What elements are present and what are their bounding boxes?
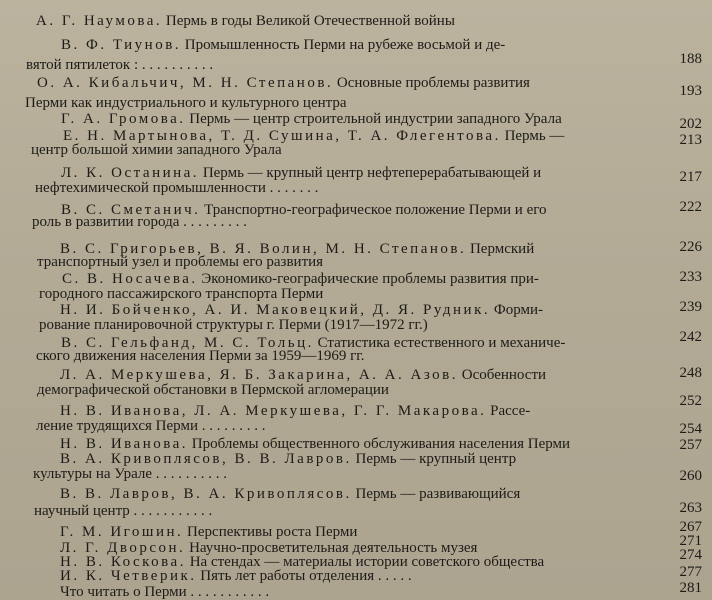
toc-page-number: 213 <box>679 132 702 148</box>
toc-title: Пермь — <box>500 128 565 144</box>
toc-author: В. С. Григорьев, В. Я. Волин, М. Н. Степанов. <box>60 241 467 257</box>
toc-page-number: 277 <box>679 564 702 580</box>
toc-title: Пермский <box>466 241 535 257</box>
toc-page-number: 233 <box>679 269 702 285</box>
toc-title: нефтехимической промышленности . . . . . . . <box>35 180 319 196</box>
toc-page-number: 274 <box>679 547 702 563</box>
toc-page-number: 248 <box>679 365 702 381</box>
toc-author: В. В. Лавров, В. А. Кривоплясов. <box>60 486 352 502</box>
toc-title: Промышленность Перми на рубеже восьмой и де- <box>181 37 506 53</box>
toc-line <box>60 487 520 502</box>
toc-author: Л. Г. Дворсон. <box>60 540 186 556</box>
toc-line <box>60 569 412 584</box>
toc-title: культуры на Урале . . . . . . . . . . <box>33 466 228 482</box>
toc-line <box>36 14 455 29</box>
toc-page-number: 281 <box>679 580 702 596</box>
toc-page-number: 193 <box>679 83 702 99</box>
toc-line <box>33 467 227 482</box>
toc-page-number: 263 <box>679 500 702 516</box>
toc-title: транспортный узел и проблемы его развития <box>37 254 324 270</box>
toc-author: Н. В. Иванова, Л. А. Меркушева, Г. Г. Макарова. <box>60 403 487 419</box>
toc-line <box>62 272 539 287</box>
toc-author: В. А. Кривоплясов, В. В. Лавров. <box>60 451 352 467</box>
toc-title: Особенности <box>458 367 547 383</box>
toc-page-number: 242 <box>679 329 702 345</box>
toc-author: С. В. Носачева. <box>62 271 198 287</box>
toc-title: Транспортно-географическое положение Перми и его <box>200 202 547 218</box>
toc-line <box>35 181 318 196</box>
toc-title: Проблемы общественного обслуживания населения Перми <box>188 436 571 452</box>
toc-title: Перми как индустриального и культурного центра <box>25 95 347 111</box>
toc-page-number: 267 <box>679 519 702 535</box>
toc-title: Научно-просветительная деятельность музея <box>185 540 478 556</box>
toc-author: И. К. Четверик. <box>60 568 197 584</box>
toc-line <box>37 76 530 91</box>
toc-line <box>61 38 505 53</box>
toc-author: Н. В. Иванова. <box>60 436 189 452</box>
toc-title: Перспективы роста Перми <box>183 524 358 540</box>
toc-author: В. С. Сметанич. <box>61 202 201 218</box>
toc-author: Е. Н. Мартынова, Т. Д. Сушина, Т. А. Флегентова. <box>63 128 501 144</box>
toc-page-number: 239 <box>679 299 702 315</box>
toc-title: Пять лет работы отделения . . . . . <box>196 568 412 584</box>
toc-author: В. Ф. Тиунов. <box>61 37 182 53</box>
toc-title: Пермь в годы Великой Отечественной войны <box>162 13 455 29</box>
toc-title: вятой пятилеток : . . . . . . . . . . <box>26 57 214 73</box>
toc-title: демографической обстановки в Пермской агломерации <box>37 382 389 398</box>
toc-author: Л. К. Останина. <box>61 165 200 181</box>
toc-line <box>61 166 541 181</box>
toc-title: Пермь — развивающийся <box>351 486 521 502</box>
toc-page-number: 226 <box>679 239 702 255</box>
toc-line <box>32 215 247 230</box>
toc-title: центр большой химии западного Урала <box>31 142 282 158</box>
toc-author: О. А. Кибальчич, М. Н. Степанов. <box>37 75 334 91</box>
toc-author: Г. М. Игошин. <box>60 524 184 540</box>
toc-page-number: 260 <box>679 468 702 484</box>
toc-title: Форми- <box>490 302 544 318</box>
toc-title: Статистика естественного и механиче- <box>313 335 566 351</box>
toc-page-number: 202 <box>679 116 702 132</box>
toc-author: Г. А. Громова. <box>61 111 186 127</box>
toc-title: Пермь — крупный центр <box>351 451 517 467</box>
toc-line <box>31 143 282 158</box>
toc-line <box>60 437 570 452</box>
toc-line <box>60 525 357 540</box>
toc-page-number: 188 <box>679 51 702 67</box>
toc-author: А. Г. Наумова. <box>36 13 163 29</box>
toc-line <box>36 349 365 364</box>
toc-page-number: 217 <box>679 169 702 185</box>
toc-title: На стендах — материалы истории советского общества <box>185 554 545 570</box>
toc-title: Пермь — центр строительной индустрии западного Урала <box>185 111 562 127</box>
toc-title: Рассе- <box>486 403 531 419</box>
toc-line <box>37 383 389 398</box>
toc-author: Л. А. Меркушева, Я. Б. Закарина, А. А. Азов. <box>60 367 459 383</box>
toc-title: Основные проблемы развития <box>333 75 530 91</box>
toc-line <box>60 585 269 600</box>
toc-line <box>60 404 530 419</box>
toc-title: Пермь — крупный центр нефтеперерабатывающей и <box>199 165 542 181</box>
toc-line <box>60 368 546 383</box>
toc-title: ление трудящихся Перми . . . . . . . . . <box>36 418 266 434</box>
toc-title: роль в развитии города . . . . . . . . . <box>32 214 247 230</box>
toc-line <box>39 287 323 302</box>
toc-title: ского движения населения Перми за 1959—1969 гг. <box>36 348 365 364</box>
toc-page-number: 257 <box>679 437 702 453</box>
toc-line <box>61 112 562 127</box>
toc-line <box>39 318 428 333</box>
toc-author: В. С. Гельфанд, М. С. Тольц. <box>61 335 314 351</box>
toc-title: Экономико-географические проблемы развития при- <box>197 271 539 287</box>
toc-page-number: 222 <box>679 199 702 215</box>
toc-title: рование планировочной структуры г. Перми (1917—1972 гг.) <box>39 317 428 333</box>
toc-author: Н. В. Коскова. <box>60 554 186 570</box>
toc-author: Н. И. Бойченко, А. И. Маковецкий, Д. Я. Рудник. <box>60 302 491 318</box>
toc-line <box>25 96 347 111</box>
toc-page-number: 254 <box>679 421 702 437</box>
toc-title: научный центр . . . . . . . . . . . <box>34 503 213 519</box>
toc-line <box>26 58 213 73</box>
toc-title: Что читать о Перми . . . . . . . . . . . <box>60 584 270 600</box>
toc-line <box>36 419 265 434</box>
toc-title: городного пассажирского транспорта Перми <box>39 286 324 302</box>
toc-line <box>37 255 323 270</box>
toc-page-number: 271 <box>679 533 702 549</box>
toc-line <box>60 452 516 467</box>
toc-line <box>60 303 543 318</box>
toc-page-number: 252 <box>679 393 702 409</box>
toc-line <box>34 504 212 519</box>
